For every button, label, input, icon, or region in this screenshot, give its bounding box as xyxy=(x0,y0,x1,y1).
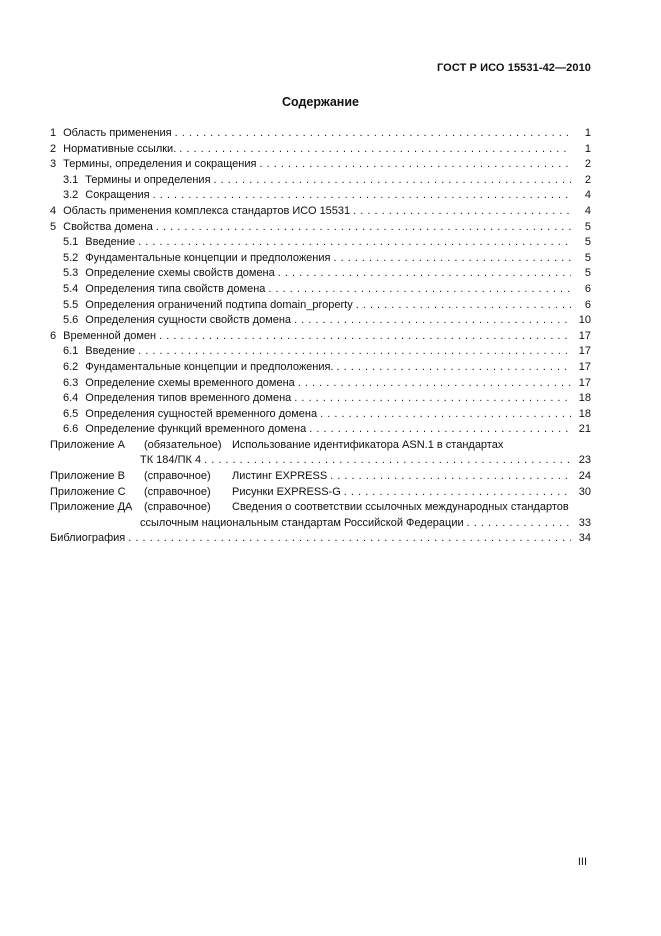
dot-leader xyxy=(214,173,571,189)
toc-entry-line2 xyxy=(50,516,591,532)
toc-entry-number: 5.6 xyxy=(63,314,79,327)
toc-entry xyxy=(50,500,591,531)
toc-entry-page-number: 18 xyxy=(578,407,591,420)
toc-entry-label: Сокращения xyxy=(85,189,150,202)
toc-entry xyxy=(50,235,591,251)
toc-entry-number: 5 xyxy=(50,220,57,233)
toc-entry-note: (справочное) xyxy=(144,470,211,483)
toc-entry xyxy=(50,251,591,267)
toc-entry-line xyxy=(50,438,591,454)
toc-entry-number: Приложение С xyxy=(50,485,126,498)
toc-entry-page-number: 10 xyxy=(578,314,591,327)
document-header xyxy=(50,62,591,74)
dot-leader xyxy=(356,298,571,314)
toc-entry xyxy=(50,298,591,314)
toc-entry-label: Определение схемы свойств домена xyxy=(85,267,275,280)
toc-entry xyxy=(50,407,591,423)
toc-entry xyxy=(50,391,591,407)
toc-entry xyxy=(50,157,591,173)
dot-leader xyxy=(153,188,571,204)
toc-entry-page-number: 17 xyxy=(578,329,591,342)
toc-entry-label: Сведения о соответствии ссылочных международных стандартов xyxy=(232,501,569,514)
toc-entry-page-number: 6 xyxy=(584,282,591,295)
toc-entry xyxy=(50,313,591,329)
toc-entry-number: 3 xyxy=(50,158,57,171)
toc-entry-label: Термины, определения и сокращения xyxy=(63,158,257,171)
toc-entry-label-continued: ссылочным национальным стандартам Российской Федерации xyxy=(140,516,464,529)
toc-entry-line xyxy=(50,157,591,173)
toc-entry-number: 5.1 xyxy=(63,236,79,249)
toc-entry-line xyxy=(50,126,591,142)
toc-entry-note: (справочное) xyxy=(144,485,211,498)
folio-page-number: III xyxy=(577,856,587,868)
toc-entry-label: Фундаментальные концепции и предположения. xyxy=(85,360,334,373)
toc-entry-number: 3.2 xyxy=(63,189,79,202)
toc-entry-label: Фундаментальные концепции и предположения xyxy=(85,251,331,264)
toc-entry-line xyxy=(63,407,591,423)
dot-leader xyxy=(467,516,571,532)
toc-entry-page-number: 1 xyxy=(584,127,591,139)
toc-entry xyxy=(50,344,591,360)
toc-entry-line xyxy=(50,469,591,485)
toc-entry-page-number: 30 xyxy=(578,485,591,498)
dot-leader xyxy=(175,126,571,142)
toc-entry-page-number: 4 xyxy=(584,204,591,217)
toc-entry-label: Определение функций временного домена xyxy=(85,423,307,436)
toc-entry-line xyxy=(63,173,591,189)
toc-entry-page-number: 17 xyxy=(578,360,591,373)
toc-entry-page-number: 18 xyxy=(578,392,591,405)
toc-entry xyxy=(50,173,591,189)
toc-entry xyxy=(50,126,591,142)
toc-entry xyxy=(50,531,591,547)
toc-entry-label: Определения сущностей временного домена xyxy=(85,407,318,420)
dot-leader xyxy=(179,142,571,158)
toc-entry-line xyxy=(50,220,591,236)
toc-entry-line xyxy=(63,344,591,360)
dot-leader xyxy=(138,235,571,251)
toc-entry-line xyxy=(50,500,591,516)
toc-entry-label: Листинг EXPRESS xyxy=(232,470,328,483)
toc-entry-label-continued: ТК 184/ПК 4 xyxy=(140,454,202,467)
toc-entry-label: Нормативные ссылки. xyxy=(63,142,177,155)
dot-leader xyxy=(294,313,571,329)
toc-entry xyxy=(50,360,591,376)
dot-leader xyxy=(138,344,571,360)
toc-entry-page-number: 6 xyxy=(584,298,591,311)
toc-entry-label: Определения ограничений подтипа domain_property xyxy=(85,298,353,311)
toc-entry-label: Область применения комплекса стандартов ИСО 15531 xyxy=(63,204,351,217)
toc-entry-page-number: 34 xyxy=(578,532,591,545)
toc-entry-label: Введение xyxy=(85,236,136,249)
dot-leader xyxy=(128,531,571,547)
toc-entry-page-number: 5 xyxy=(584,236,591,249)
toc-entry-number: 6 xyxy=(50,329,57,342)
toc-entry-label: Термины и определения xyxy=(85,173,211,186)
toc-entry-line xyxy=(63,251,591,267)
toc-entry-page-number: 17 xyxy=(578,376,591,389)
dot-leader xyxy=(294,391,571,407)
toc-entry xyxy=(50,329,591,345)
toc-entry-page-number: 17 xyxy=(578,345,591,358)
dot-leader xyxy=(278,266,571,282)
page-content xyxy=(50,0,591,547)
dot-leader xyxy=(298,376,571,392)
dot-leader xyxy=(204,453,571,469)
dot-leader xyxy=(259,157,571,173)
toc-entry-line xyxy=(63,313,591,329)
toc-entry-note: (справочное) xyxy=(144,501,211,514)
dot-leader xyxy=(159,329,571,345)
doc-code: ГОСТ Р ИСО 15531-42—2010 xyxy=(436,62,591,74)
toc-entry-label: Определения сущности свойств домена xyxy=(85,314,292,327)
dot-leader xyxy=(333,251,571,267)
dot-leader xyxy=(330,469,571,485)
toc-entry-number: 5.2 xyxy=(63,251,79,264)
toc-entry-line xyxy=(50,485,591,501)
toc-entry-page-number: 23 xyxy=(578,454,591,467)
page-title: Содержание xyxy=(281,95,359,109)
toc-entry xyxy=(50,188,591,204)
toc-entry-number: 6.3 xyxy=(63,376,79,389)
toc-entry-page-number: 24 xyxy=(578,470,591,483)
toc-entry-page-number: 21 xyxy=(578,423,591,436)
dot-leader xyxy=(337,360,571,376)
toc-entry-number: 4 xyxy=(50,204,57,217)
toc-entry-label: Определения типов временного домена xyxy=(85,392,292,405)
page-footer xyxy=(578,856,587,868)
toc-entry-page-number: 1 xyxy=(584,142,591,155)
toc-entry-number: 3.1 xyxy=(63,173,79,186)
toc-entry-line xyxy=(63,422,591,438)
toc-entry-page-number: 2 xyxy=(584,173,591,186)
toc-entry-number: Приложение ДА xyxy=(50,501,133,514)
toc-entry xyxy=(50,438,591,469)
toc-entry-number: Приложение А xyxy=(50,438,125,451)
toc-entry-line xyxy=(63,282,591,298)
toc-entry-number: 6.4 xyxy=(63,392,79,405)
dot-leader xyxy=(344,485,571,501)
dot-leader xyxy=(320,407,571,423)
toc-entry-line xyxy=(63,298,591,314)
toc-entry-line2 xyxy=(50,453,591,469)
toc-entry-number: 6.5 xyxy=(63,407,79,420)
toc-entry xyxy=(50,282,591,298)
toc-entry-number: 6.6 xyxy=(63,423,79,436)
toc-entry xyxy=(50,485,591,501)
toc-entry-label: Введение xyxy=(85,345,136,358)
toc-entry-label: Свойства домена xyxy=(63,220,153,233)
toc-entry xyxy=(50,220,591,236)
toc-entry-line xyxy=(50,142,591,158)
toc-entry-label: Определение схемы временного домена xyxy=(85,376,295,389)
toc-entry-number: 5.4 xyxy=(63,282,79,295)
toc-entry-line xyxy=(63,376,591,392)
toc-entry-line xyxy=(63,391,591,407)
dot-leader xyxy=(353,204,571,220)
toc-entry-number: 6.2 xyxy=(63,360,79,373)
toc-entry-number: 6.1 xyxy=(63,345,79,358)
toc-entry xyxy=(50,422,591,438)
toc-entry-label: Область применения xyxy=(63,127,172,139)
toc-entry-note: (обязательное) xyxy=(144,438,222,451)
toc-entry-number: 1 xyxy=(50,127,57,139)
toc-entry-label: Временной домен xyxy=(63,329,157,342)
toc-entry-page-number: 5 xyxy=(584,251,591,264)
table-of-contents xyxy=(50,126,591,547)
toc-entry-label: Определения типа свойств домена xyxy=(85,282,266,295)
toc-entry-label: Использование идентификатора ASN.1 в стандартах xyxy=(232,438,504,451)
dot-leader xyxy=(309,422,571,438)
dot-leader xyxy=(156,220,571,236)
toc-entry-page-number: 33 xyxy=(578,516,591,529)
toc-entry-page-number: 5 xyxy=(584,220,591,233)
toc-entry xyxy=(50,469,591,485)
toc-entry xyxy=(50,204,591,220)
toc-entry-number: Приложение В xyxy=(50,470,125,483)
toc-entry xyxy=(50,376,591,392)
toc-entry-line xyxy=(63,360,591,376)
toc-entry-label: Библиография xyxy=(50,532,126,545)
toc-entry-page-number: 5 xyxy=(584,267,591,280)
toc-entry-number: 5.3 xyxy=(63,267,79,280)
toc-entry-label: Рисунки EXPRESS-G xyxy=(232,485,341,498)
toc-entry-line xyxy=(63,266,591,282)
toc-entry-page-number: 4 xyxy=(584,189,591,202)
dot-leader xyxy=(268,282,571,298)
toc-entry-page-number: 2 xyxy=(584,158,591,171)
toc-entry-line xyxy=(50,531,591,547)
toc-entry xyxy=(50,142,591,158)
toc-entry xyxy=(50,266,591,282)
toc-entry-line xyxy=(63,235,591,251)
toc-entry-line xyxy=(50,329,591,345)
toc-entry-line xyxy=(50,204,591,220)
toc-entry-number: 5.5 xyxy=(63,298,79,311)
toc-entry-line xyxy=(63,188,591,204)
toc-entry-number: 2 xyxy=(50,142,57,155)
